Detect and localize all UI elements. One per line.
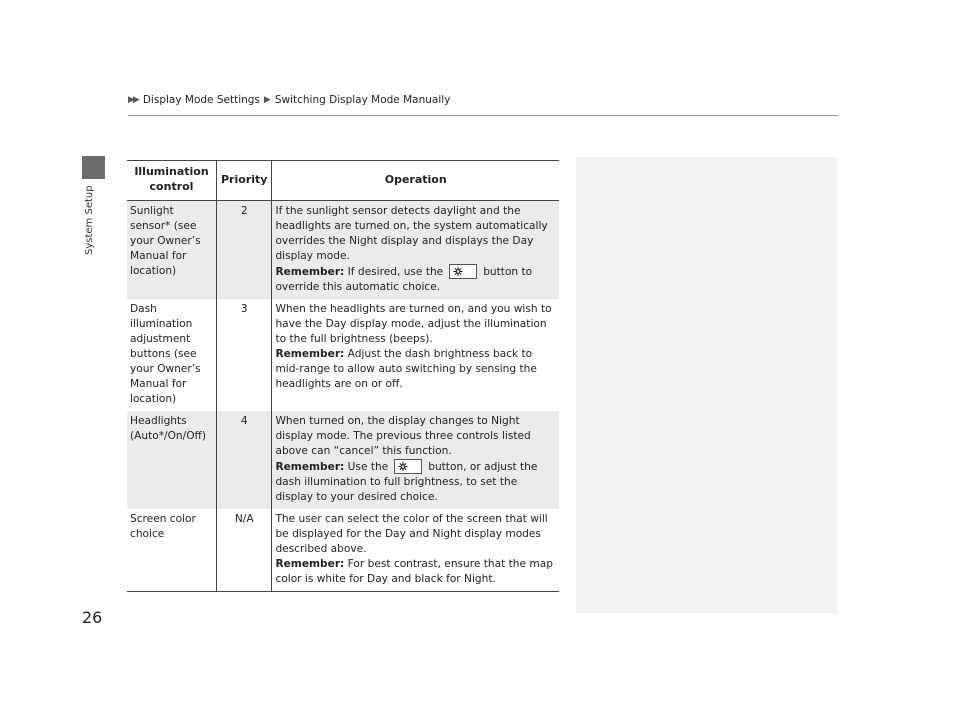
table-header-row bbox=[127, 161, 559, 201]
operation-cell bbox=[272, 509, 559, 592]
remember-text-after: button to override this automatic choice. bbox=[275, 266, 533, 293]
breadcrumb-arrow-icon: ▶ bbox=[263, 95, 271, 105]
section-tab-marker bbox=[82, 156, 105, 179]
remember-text-before: If desired, use the bbox=[347, 266, 444, 278]
breadcrumb-item-display-mode-settings[interactable]: Display Mode Settings bbox=[142, 94, 260, 106]
remember-text-before: Use the bbox=[347, 461, 389, 473]
day-night-button-icon bbox=[449, 264, 477, 279]
operation-cell bbox=[272, 411, 559, 509]
breadcrumb-arrow-icon: ▶▶ bbox=[128, 95, 138, 105]
header-divider bbox=[128, 115, 838, 116]
header-priority: Priority bbox=[217, 161, 272, 201]
breadcrumb bbox=[128, 94, 450, 106]
table-row bbox=[127, 411, 559, 509]
control-cell: Screen color choice bbox=[127, 509, 217, 592]
illumination-control-table bbox=[127, 160, 559, 592]
priority-cell: 4 bbox=[217, 411, 272, 509]
operation-text: If the sunlight sensor detects daylight and the headlights are turned on, the system automatically overrides the Night display and displays the Day display mode. bbox=[275, 205, 548, 262]
remember-text-after: button, or adjust the dash illumination to full brightness, to set the display to your desired choice. bbox=[275, 461, 538, 503]
page-number: 26 bbox=[82, 608, 103, 627]
table-row bbox=[127, 509, 559, 592]
side-panel bbox=[576, 157, 837, 613]
operation-text: When turned on, the display changes to Night display mode. The previous three controls listed above can “cancel” this function. bbox=[275, 415, 531, 457]
table-row bbox=[127, 299, 559, 411]
day-night-button-icon bbox=[394, 459, 422, 474]
header-operation: Operation bbox=[272, 161, 559, 201]
priority-cell: N/A bbox=[217, 509, 272, 592]
remember-label: Remember: bbox=[275, 348, 345, 360]
header-illumination-control: Illumination control bbox=[127, 161, 217, 201]
control-cell: Sunlight sensor* (see your Owner’s Manual for location) bbox=[127, 201, 217, 300]
operation-text: The user can select the color of the screen that will be displayed for the Day and Night display modes described above. bbox=[275, 513, 548, 555]
control-cell: Headlights (Auto*/On/Off) bbox=[127, 411, 217, 509]
operation-text: When the headlights are turned on, and you wish to have the Day display mode, adjust the illumination to the full brightness (beeps). bbox=[275, 303, 552, 345]
remember-text: Adjust the dash brightness back to mid-range to allow auto switching by sensing the headlights are on or off. bbox=[275, 348, 537, 390]
control-cell: Dash illumination adjustment buttons (see your Owner’s Manual for location) bbox=[127, 299, 217, 411]
remember-text: For best contrast, ensure that the map color is white for Day and black for Night. bbox=[275, 558, 553, 585]
priority-cell: 2 bbox=[217, 201, 272, 300]
operation-cell bbox=[272, 299, 559, 411]
operation-cell bbox=[272, 201, 559, 300]
remember-label: Remember: bbox=[275, 266, 345, 278]
breadcrumb-item-switching-display-mode[interactable]: Switching Display Mode Manually bbox=[274, 94, 451, 106]
priority-cell: 3 bbox=[217, 299, 272, 411]
section-label: System Setup bbox=[84, 185, 95, 255]
remember-label: Remember: bbox=[275, 558, 345, 570]
table-row bbox=[127, 201, 559, 300]
remember-label: Remember: bbox=[275, 461, 345, 473]
